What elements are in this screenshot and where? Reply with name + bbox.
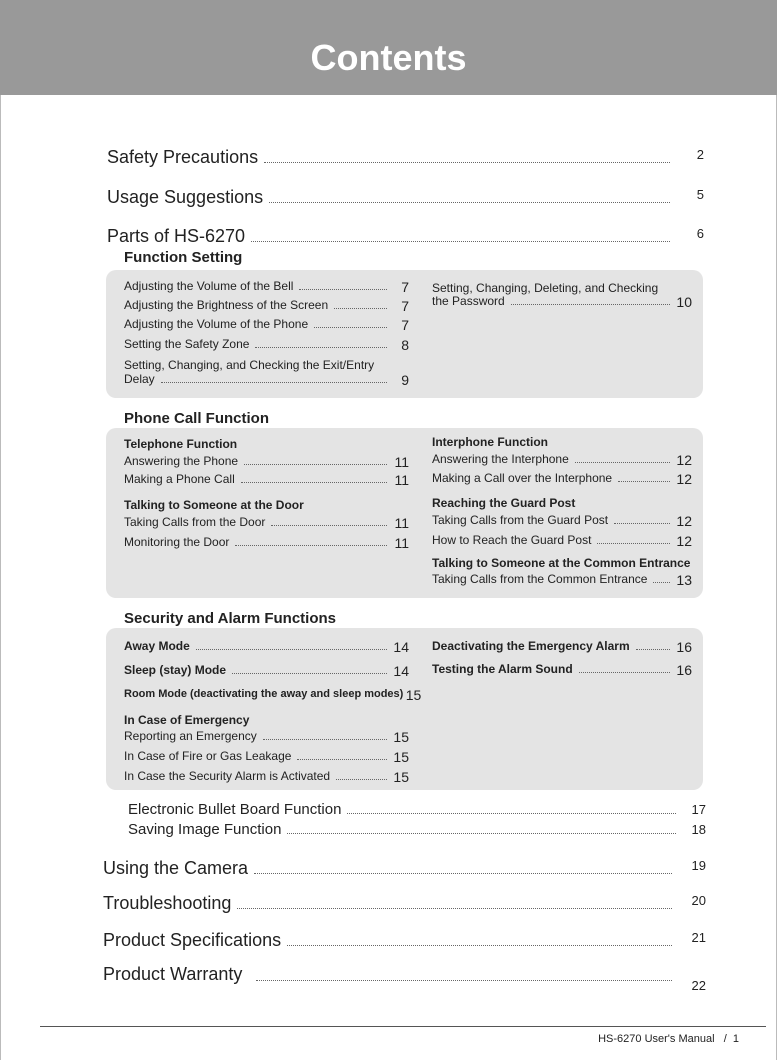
toc-label: Using the Camera xyxy=(103,858,249,878)
toc-entry-monitoring-door[interactable] xyxy=(124,535,409,550)
page-header xyxy=(0,0,777,95)
leader-dots xyxy=(575,462,670,463)
section-title-function-setting: Function Setting xyxy=(124,249,243,266)
footer-text: HS-6270 User's Manual / 1 xyxy=(598,1033,739,1045)
toc-entry-screen-brightness[interactable] xyxy=(124,298,409,313)
toc-entry-answering-interphone[interactable] xyxy=(432,452,692,467)
toc-page: 13 xyxy=(676,572,692,588)
leader-dots xyxy=(597,543,670,544)
toc-label: Electronic Bullet Board Function xyxy=(128,801,342,818)
toc-page: 8 xyxy=(401,337,409,353)
toc-entry-safety-zone[interactable] xyxy=(124,337,409,352)
toc-label: Parts of HS-6270 xyxy=(107,226,246,246)
toc-label: Making a Call over the Interphone xyxy=(432,471,613,485)
toc-label-password-line1: Setting, Changing, Deleting, and Checking xyxy=(432,281,659,295)
toc-entry-troubleshooting[interactable] xyxy=(103,890,706,914)
toc-page: 10 xyxy=(676,294,692,310)
leader-dots xyxy=(161,382,387,383)
toc-entry-saving-image[interactable] xyxy=(128,821,706,839)
toc-page: 2 xyxy=(696,147,704,162)
toc-entry-sleep-mode[interactable] xyxy=(124,663,409,678)
toc-page: 16 xyxy=(676,639,692,655)
leader-dots xyxy=(653,582,670,583)
toc-page: 7 xyxy=(401,317,409,333)
toc-page: 6 xyxy=(696,226,704,241)
toc-entry-deactivate-alarm[interactable] xyxy=(432,639,692,654)
leader-dots xyxy=(287,833,676,834)
toc-label-exit-entry-line1: Setting, Changing, and Checking the Exit/Entry xyxy=(124,358,375,372)
leader-dots xyxy=(299,289,387,290)
toc-page: 9 xyxy=(401,372,409,388)
toc-label: Product Specifications xyxy=(103,930,282,950)
subheading-guard: Reaching the Guard Post xyxy=(432,496,576,510)
toc-entry-bullet-board[interactable] xyxy=(128,801,706,819)
toc-page: 12 xyxy=(676,452,692,468)
leader-dots xyxy=(196,649,387,650)
subheading-common-entrance: Talking to Someone at the Common Entrance xyxy=(432,556,691,570)
toc-page: 17 xyxy=(691,802,706,817)
toc-label: Taking Calls from the Common Entrance xyxy=(432,572,648,586)
toc-page: 11 xyxy=(394,472,409,488)
leader-dots xyxy=(314,327,387,328)
toc-label: How to Reach the Guard Post xyxy=(432,533,592,547)
page-title: Contents xyxy=(310,37,467,78)
toc-entry-answering-phone[interactable] xyxy=(124,454,409,469)
leader-dots xyxy=(237,908,672,909)
leader-dots xyxy=(232,673,387,674)
leader-dots xyxy=(511,304,670,305)
toc-page: 5 xyxy=(696,187,704,202)
subheading-interphone: Interphone Function xyxy=(432,435,548,449)
leader-dots xyxy=(614,523,670,524)
leader-dots xyxy=(241,482,387,483)
toc-page: 7 xyxy=(401,298,409,314)
toc-entry-specifications[interactable] xyxy=(103,927,706,951)
leader-dots xyxy=(255,347,387,348)
toc-label: Testing the Alarm Sound xyxy=(432,662,573,676)
toc-page: 12 xyxy=(676,533,692,549)
toc-entry-away-mode[interactable] xyxy=(124,639,409,654)
leader-dots xyxy=(636,649,670,650)
toc-entry-making-call[interactable] xyxy=(124,472,409,487)
toc-entry-interphone-call[interactable] xyxy=(432,471,692,486)
toc-page: 11 xyxy=(394,454,409,470)
toc-entry-phone-volume[interactable] xyxy=(124,317,409,332)
toc-label: Taking Calls from the Door xyxy=(124,515,266,529)
toc-page: 15 xyxy=(405,687,422,703)
toc-label: Adjusting the Volume of the Bell xyxy=(124,279,294,293)
leader-dots xyxy=(347,813,676,814)
toc-label: In Case the Security Alarm is Activated xyxy=(124,769,331,783)
toc-page: 7 xyxy=(401,279,409,295)
toc-entry-reach-guard[interactable] xyxy=(432,533,692,548)
leader-dots xyxy=(618,481,670,482)
leader-dots xyxy=(334,308,387,309)
toc-page: 16 xyxy=(676,662,692,678)
leader-dots xyxy=(254,873,672,874)
toc-page: 18 xyxy=(691,822,706,837)
subheading-door: Talking to Someone at the Door xyxy=(124,498,304,512)
toc-label: Safety Precautions xyxy=(107,147,259,167)
toc-page: 14 xyxy=(393,639,409,655)
toc-page: 22 xyxy=(691,978,706,993)
toc-label: Sleep (stay) Mode xyxy=(124,663,227,677)
toc-entry-safety-precautions[interactable] xyxy=(107,144,704,168)
leader-dots xyxy=(287,945,672,946)
section-title-security: Security and Alarm Functions xyxy=(124,610,336,627)
toc-entry-report-emergency[interactable] xyxy=(124,729,409,744)
toc-label: the Password xyxy=(432,294,505,308)
toc-label: Reporting an Emergency xyxy=(124,729,257,743)
subheading-emergency: In Case of Emergency xyxy=(124,713,250,727)
toc-entry-parts[interactable] xyxy=(107,223,704,247)
toc-label: Troubleshooting xyxy=(103,893,232,913)
toc-label: Room Mode (deactivating the away and sleep modes) xyxy=(124,688,404,700)
toc-label: Delay xyxy=(124,372,155,386)
toc-page: 20 xyxy=(691,893,706,908)
leader-dots xyxy=(256,980,672,981)
toc-page: 15 xyxy=(393,749,409,765)
toc-page: 15 xyxy=(393,729,409,745)
toc-entry-using-camera[interactable] xyxy=(103,855,706,879)
toc-entry-exit-entry-delay[interactable] xyxy=(124,372,409,387)
toc-label: Saving Image Function xyxy=(128,821,282,838)
toc-label: Answering the Interphone xyxy=(432,452,569,466)
toc-entry-security-alarm[interactable] xyxy=(124,769,409,784)
toc-page: 11 xyxy=(394,535,409,551)
leader-dots xyxy=(269,202,670,203)
toc-label: Away Mode xyxy=(124,639,190,653)
toc-page: 19 xyxy=(691,858,706,873)
toc-entry-room-mode[interactable] xyxy=(124,687,422,703)
section-title-phone-call: Phone Call Function xyxy=(124,410,269,427)
leader-dots xyxy=(579,672,670,673)
toc-entry-guard-calls[interactable] xyxy=(432,513,692,528)
leader-dots xyxy=(297,759,387,760)
toc-label: Usage Suggestions xyxy=(107,187,264,207)
leader-dots xyxy=(263,739,387,740)
toc-label: Deactivating the Emergency Alarm xyxy=(432,639,630,653)
toc-entry-common-entrance[interactable] xyxy=(432,572,692,587)
leader-dots xyxy=(336,779,387,780)
toc-label: Answering the Phone xyxy=(124,454,239,468)
toc-page: 15 xyxy=(393,769,409,785)
toc-label: In Case of Fire or Gas Leakage xyxy=(124,749,292,763)
toc-entry-warranty[interactable] xyxy=(103,963,706,999)
toc-page: 12 xyxy=(676,471,692,487)
toc-entry-test-alarm[interactable] xyxy=(432,662,692,677)
toc-label: Product Warranty xyxy=(103,964,243,984)
toc-label: Setting the Safety Zone xyxy=(124,337,250,351)
toc-label: Monitoring the Door xyxy=(124,535,230,549)
toc-entry-password[interactable] xyxy=(432,294,692,309)
toc-entry-bell-volume[interactable] xyxy=(124,279,409,294)
leader-dots xyxy=(235,545,387,546)
toc-entry-door-calls[interactable] xyxy=(124,515,409,530)
subheading-telephone: Telephone Function xyxy=(124,437,238,451)
toc-entry-fire-gas[interactable] xyxy=(124,749,409,764)
leader-dots xyxy=(251,241,670,242)
toc-page: 12 xyxy=(676,513,692,529)
toc-label: Adjusting the Brightness of the Screen xyxy=(124,298,329,312)
leader-dots xyxy=(264,162,670,163)
toc-page: 11 xyxy=(394,515,409,531)
footer-divider xyxy=(40,1026,766,1027)
toc-entry-usage-suggestions[interactable] xyxy=(107,184,704,208)
leader-dots xyxy=(244,464,387,465)
leader-dots xyxy=(271,525,387,526)
toc-label: Making a Phone Call xyxy=(124,472,235,486)
toc-page: 14 xyxy=(393,663,409,679)
toc-label: Taking Calls from the Guard Post xyxy=(432,513,609,527)
toc-label: Adjusting the Volume of the Phone xyxy=(124,317,309,331)
toc-page: 21 xyxy=(691,930,706,945)
